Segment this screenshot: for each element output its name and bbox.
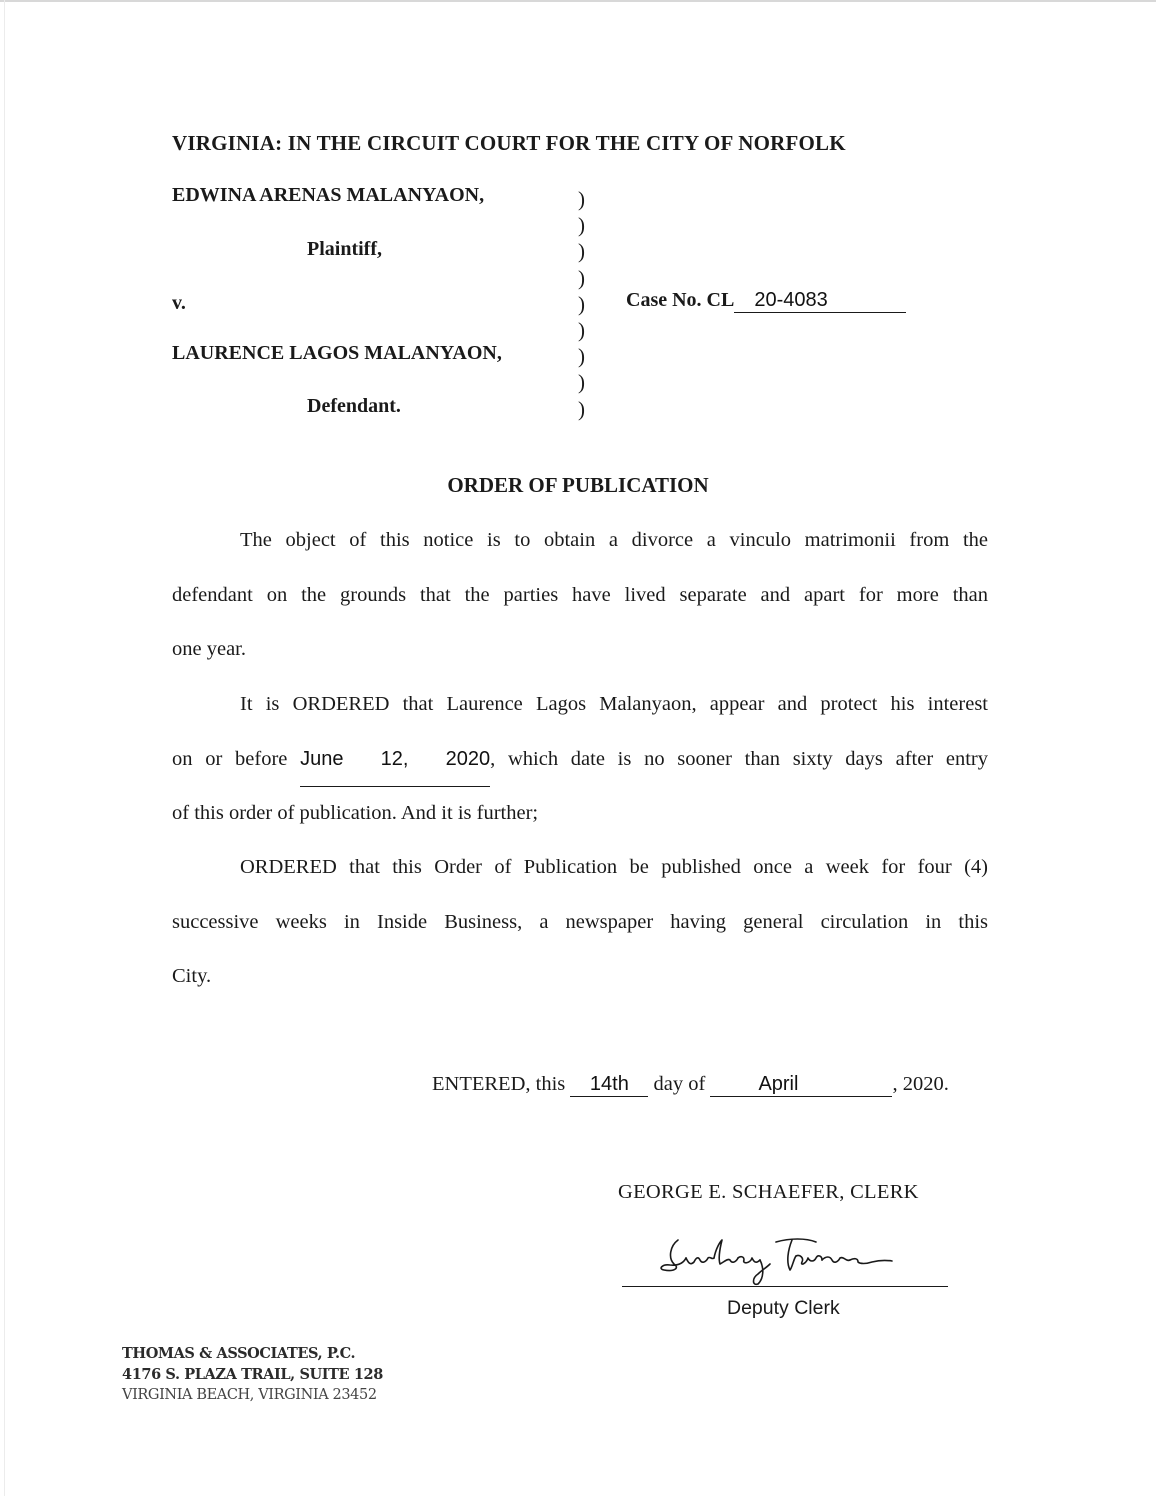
firm-name: THOMAS & ASSOCIATES, P.C.: [122, 1345, 356, 1362]
defendant-name: LAURENCE LAGOS MALANYAON,: [172, 342, 502, 364]
paragraph-ordered-appear: [172, 677, 988, 841]
firm-address-stamp: [122, 1343, 383, 1406]
case-number-label: Case No. CL: [626, 289, 735, 311]
entered-line: [432, 1073, 949, 1097]
plaintiff-label: Plaintiff,: [307, 238, 382, 260]
paragraph-publication: [172, 840, 988, 1004]
entered-suffix: , 2020.: [892, 1073, 949, 1095]
paren: ): [578, 396, 585, 421]
paren: ): [578, 344, 585, 369]
appear-date-field[interactable]: June 12, 2020: [300, 732, 490, 788]
order-title: ORDER OF PUBLICATION: [447, 473, 709, 497]
appear-after-text: , which date is no sooner than sixty days after entry: [490, 747, 988, 770]
entered-day-field[interactable]: 14th: [570, 1073, 648, 1097]
text-line: It is ORDERED that Laurence Lagos Malanyaon, appear and protect his interest: [240, 693, 988, 715]
case-number-field[interactable]: 20-4083: [734, 289, 906, 313]
paren: ): [578, 239, 585, 264]
text-line: ORDERED that this Order of Publication be published once a week for four (4): [240, 856, 988, 878]
scan-edge-top: [0, 0, 1156, 2]
entered-mid: day of: [653, 1073, 706, 1095]
paragraph-object: [172, 513, 988, 677]
scan-edge-left: [4, 0, 5, 1496]
paren: ): [578, 291, 585, 316]
text-line: of this order of publication. And it is further;: [172, 802, 539, 824]
firm-address-2: VIRGINIA BEACH, VIRGINIA 23452: [122, 1387, 377, 1403]
defendant-label: Defendant.: [307, 395, 401, 417]
case-number: [626, 289, 906, 313]
appear-before-label: on or before: [172, 747, 288, 770]
caption-parens: [578, 186, 598, 422]
paren: ): [578, 187, 585, 211]
text-line: one year.: [172, 638, 246, 660]
versus-label: v.: [172, 292, 186, 314]
text-line: City.: [172, 965, 212, 987]
signature-line: [622, 1286, 948, 1287]
firm-address-1: 4176 S. PLAZA TRAIL, SUITE 128: [122, 1366, 383, 1383]
paren: ): [578, 213, 585, 238]
entered-month-field[interactable]: April: [710, 1073, 892, 1097]
paren: ): [578, 317, 585, 342]
paren: ): [578, 265, 585, 290]
deputy-clerk-signature: [640, 1228, 900, 1290]
plaintiff-name: EDWINA ARENAS MALANYAON,: [172, 184, 485, 206]
clerk-name: GEORGE E. SCHAEFER, CLERK: [618, 1181, 919, 1203]
text-line: The object of this notice is to obtain a divorce a vinculo matrimonii from the: [240, 529, 988, 551]
deputy-clerk-label: Deputy Clerk: [727, 1297, 840, 1319]
entered-prefix: ENTERED, this: [432, 1073, 566, 1095]
court-heading: VIRGINIA: IN THE CIRCUIT COURT FOR THE CITY OF NORFOLK: [172, 131, 846, 155]
text-line: defendant on the grounds that the parties have lived separate and apart for more than: [172, 583, 988, 606]
text-line: successive weeks in Inside Business, a newspaper having general circulation in this: [172, 910, 988, 933]
text-line-appear-date: [172, 732, 988, 787]
paren: ): [578, 370, 585, 395]
